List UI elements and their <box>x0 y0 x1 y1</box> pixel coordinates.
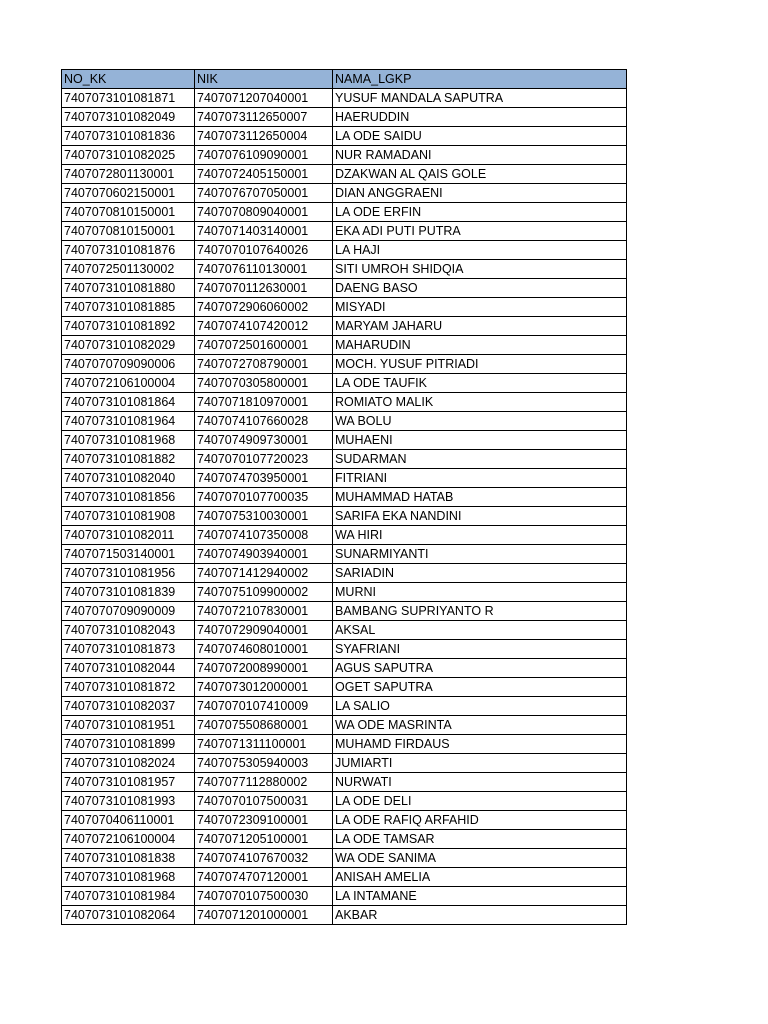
nama-lgkp-cell[interactable]: DZAKWAN AL QAIS GOLE <box>333 165 627 184</box>
table-row <box>62 564 627 583</box>
nik-cell[interactable]: 7407074107670032 <box>195 849 333 868</box>
table-row <box>62 640 627 659</box>
nama-lgkp-cell[interactable]: MOCH. YUSUF PITRIADI <box>333 355 627 374</box>
nik-cell[interactable]: 7407070107500030 <box>195 887 333 906</box>
table-row <box>62 697 627 716</box>
no-kk-cell[interactable]: 7407073101082011 <box>62 526 195 545</box>
table-row <box>62 773 627 792</box>
nama-lgkp-cell[interactable]: SUDARMAN <box>333 450 627 469</box>
no-kk-cell[interactable]: 7407073101081885 <box>62 298 195 317</box>
no-kk-cell[interactable]: 7407073101081856 <box>62 488 195 507</box>
table-row <box>62 431 627 450</box>
no-kk-cell[interactable]: 7407073101082029 <box>62 336 195 355</box>
table-row <box>62 659 627 678</box>
nik-cell[interactable]: 7407073012000001 <box>195 678 333 697</box>
nik-cell[interactable]: 7407071412940002 <box>195 564 333 583</box>
nik-cell[interactable]: 7407072008990001 <box>195 659 333 678</box>
nik-cell[interactable]: 7407075508680001 <box>195 716 333 735</box>
table-row <box>62 678 627 697</box>
nama-lgkp-cell[interactable]: SITI UMROH SHIDQIA <box>333 260 627 279</box>
no-kk-cell[interactable]: 7407073101081964 <box>62 412 195 431</box>
nama-lgkp-cell[interactable]: YUSUF MANDALA SAPUTRA <box>333 89 627 108</box>
table-row <box>62 716 627 735</box>
nama-lgkp-cell[interactable]: JUMIARTI <box>333 754 627 773</box>
no-kk-cell[interactable]: 7407073101081908 <box>62 507 195 526</box>
no-kk-cell[interactable]: 7407072501130002 <box>62 260 195 279</box>
nama-lgkp-cell[interactable]: SYAFRIANI <box>333 640 627 659</box>
table-row <box>62 849 627 868</box>
no-kk-cell[interactable]: 7407070602150001 <box>62 184 195 203</box>
table-row <box>62 469 627 488</box>
nama-lgkp-cell[interactable]: ANISAH AMELIA <box>333 868 627 887</box>
nik-cell[interactable]: 7407070107410009 <box>195 697 333 716</box>
table-row <box>62 735 627 754</box>
no-kk-cell[interactable]: 7407073101081839 <box>62 583 195 602</box>
nik-cell[interactable]: 7407073112650007 <box>195 108 333 127</box>
table-row <box>62 507 627 526</box>
no-kk-cell[interactable]: 7407073101082049 <box>62 108 195 127</box>
no-kk-cell[interactable]: 7407073101081838 <box>62 849 195 868</box>
table-row <box>62 374 627 393</box>
table-row <box>62 89 627 108</box>
table-row <box>62 108 627 127</box>
nik-cell[interactable]: 7407072906060002 <box>195 298 333 317</box>
table-body <box>62 89 627 925</box>
nama-lgkp-cell[interactable]: AKSAL <box>333 621 627 640</box>
nik-cell[interactable]: 7407071403140001 <box>195 222 333 241</box>
nik-cell[interactable]: 7407074707120001 <box>195 868 333 887</box>
no-kk-cell[interactable]: 7407070406110001 <box>62 811 195 830</box>
no-kk-cell[interactable]: 7407073101081951 <box>62 716 195 735</box>
table-row <box>62 602 627 621</box>
nama-lgkp-cell[interactable]: LA ODE TAUFIK <box>333 374 627 393</box>
table-row <box>62 450 627 469</box>
no-kk-cell[interactable]: 7407073101081836 <box>62 127 195 146</box>
no-kk-cell[interactable]: 7407073101081880 <box>62 279 195 298</box>
no-kk-cell[interactable]: 7407073101081882 <box>62 450 195 469</box>
nama-lgkp-cell[interactable]: BAMBANG SUPRIYANTO R <box>333 602 627 621</box>
nama-lgkp-cell[interactable]: WA HIRI <box>333 526 627 545</box>
column-header-nik[interactable]: NIK <box>195 70 333 89</box>
nama-lgkp-cell[interactable]: SUNARMIYANTI <box>333 545 627 564</box>
nama-lgkp-cell[interactable]: ROMIATO MALIK <box>333 393 627 412</box>
nama-lgkp-cell[interactable]: AGUS SAPUTRA <box>333 659 627 678</box>
nik-cell[interactable]: 7407070107720023 <box>195 450 333 469</box>
nama-lgkp-cell[interactable]: MUHAMMAD HATAB <box>333 488 627 507</box>
table-row <box>62 887 627 906</box>
nama-lgkp-cell[interactable]: WA ODE MASRINTA <box>333 716 627 735</box>
no-kk-cell[interactable]: 7407073101081984 <box>62 887 195 906</box>
nama-lgkp-cell[interactable]: NUR RAMADANI <box>333 146 627 165</box>
nama-lgkp-cell[interactable]: FITRIANI <box>333 469 627 488</box>
table-header <box>62 70 627 89</box>
nik-cell[interactable]: 7407074107420012 <box>195 317 333 336</box>
no-kk-cell[interactable]: 7407072106100004 <box>62 374 195 393</box>
no-kk-cell[interactable]: 7407073101081864 <box>62 393 195 412</box>
nik-cell[interactable]: 7407070107700035 <box>195 488 333 507</box>
nama-lgkp-cell[interactable]: SARIFA EKA NANDINI <box>333 507 627 526</box>
nik-cell[interactable]: 7407076110130001 <box>195 260 333 279</box>
nik-cell[interactable]: 7407070809040001 <box>195 203 333 222</box>
table-row <box>62 906 627 925</box>
nama-lgkp-cell[interactable]: LA HAJI <box>333 241 627 260</box>
no-kk-cell[interactable]: 7407070810150001 <box>62 222 195 241</box>
table-row <box>62 127 627 146</box>
table-row <box>62 222 627 241</box>
nik-cell[interactable]: 7407076707050001 <box>195 184 333 203</box>
nik-cell[interactable]: 7407071311100001 <box>195 735 333 754</box>
nik-cell[interactable]: 7407070112630001 <box>195 279 333 298</box>
nik-cell[interactable]: 7407074909730001 <box>195 431 333 450</box>
table-row <box>62 317 627 336</box>
no-kk-cell[interactable]: 7407072106100004 <box>62 830 195 849</box>
nama-lgkp-cell[interactable]: MARYAM JAHARU <box>333 317 627 336</box>
nama-lgkp-cell[interactable]: WA ODE SANIMA <box>333 849 627 868</box>
nik-cell[interactable]: 7407071207040001 <box>195 89 333 108</box>
no-kk-cell[interactable]: 7407073101082025 <box>62 146 195 165</box>
no-kk-cell[interactable]: 7407073101081873 <box>62 640 195 659</box>
nama-lgkp-cell[interactable]: WA BOLU <box>333 412 627 431</box>
table-row <box>62 792 627 811</box>
no-kk-cell[interactable]: 7407073101081892 <box>62 317 195 336</box>
nik-cell[interactable]: 7407071201000001 <box>195 906 333 925</box>
nik-cell[interactable]: 7407070107500031 <box>195 792 333 811</box>
nik-cell[interactable]: 7407070107640026 <box>195 241 333 260</box>
nama-lgkp-cell[interactable]: AKBAR <box>333 906 627 925</box>
nama-lgkp-cell[interactable]: LA ODE TAMSAR <box>333 830 627 849</box>
nama-lgkp-cell[interactable]: LA ODE SAIDU <box>333 127 627 146</box>
data-table <box>61 69 627 925</box>
nik-cell[interactable]: 7407074107660028 <box>195 412 333 431</box>
no-kk-cell[interactable]: 7407070810150001 <box>62 203 195 222</box>
nama-lgkp-cell[interactable]: MUHAENI <box>333 431 627 450</box>
no-kk-cell[interactable]: 7407073101081899 <box>62 735 195 754</box>
no-kk-cell[interactable]: 7407073101081957 <box>62 773 195 792</box>
nik-cell[interactable]: 7407071810970001 <box>195 393 333 412</box>
nik-cell[interactable]: 7407070305800001 <box>195 374 333 393</box>
no-kk-cell[interactable]: 7407073101081993 <box>62 792 195 811</box>
no-kk-cell[interactable]: 7407071503140001 <box>62 545 195 564</box>
nik-cell[interactable]: 7407075305940003 <box>195 754 333 773</box>
no-kk-cell[interactable]: 7407073101082024 <box>62 754 195 773</box>
table-row <box>62 621 627 640</box>
nik-cell[interactable]: 7407072309100001 <box>195 811 333 830</box>
nik-cell[interactable]: 7407072708790001 <box>195 355 333 374</box>
table-row <box>62 203 627 222</box>
table-row <box>62 260 627 279</box>
table-row <box>62 545 627 564</box>
nama-lgkp-cell[interactable]: LA INTAMANE <box>333 887 627 906</box>
table-row <box>62 583 627 602</box>
nama-lgkp-cell[interactable]: OGET SAPUTRA <box>333 678 627 697</box>
no-kk-cell[interactable]: 7407073101081968 <box>62 431 195 450</box>
no-kk-cell[interactable]: 7407073101081876 <box>62 241 195 260</box>
nama-lgkp-cell[interactable]: MISYADI <box>333 298 627 317</box>
nik-cell[interactable]: 7407075109900002 <box>195 583 333 602</box>
header-row <box>62 70 627 89</box>
nik-cell[interactable]: 7407074703950001 <box>195 469 333 488</box>
nama-lgkp-cell[interactable]: LA ODE DELI <box>333 792 627 811</box>
nama-lgkp-cell[interactable]: SARIADIN <box>333 564 627 583</box>
table-row <box>62 355 627 374</box>
nama-lgkp-cell[interactable]: MUHAMD FIRDAUS <box>333 735 627 754</box>
nama-lgkp-cell[interactable]: HAERUDDIN <box>333 108 627 127</box>
no-kk-cell[interactable]: 7407073101081871 <box>62 89 195 108</box>
table-row <box>62 412 627 431</box>
no-kk-cell[interactable]: 7407073101082064 <box>62 906 195 925</box>
column-header-no-kk[interactable]: NO_KK <box>62 70 195 89</box>
no-kk-cell[interactable]: 7407073101081872 <box>62 678 195 697</box>
nama-lgkp-cell[interactable]: EKA ADI PUTI PUTRA <box>333 222 627 241</box>
table-row <box>62 165 627 184</box>
table-row <box>62 184 627 203</box>
nik-cell[interactable]: 7407072501600001 <box>195 336 333 355</box>
no-kk-cell[interactable]: 7407070709090006 <box>62 355 195 374</box>
nama-lgkp-cell[interactable]: DIAN ANGGRAENI <box>333 184 627 203</box>
nama-lgkp-cell[interactable]: LA ODE RAFIQ ARFAHID <box>333 811 627 830</box>
table-row <box>62 526 627 545</box>
table-row <box>62 754 627 773</box>
nama-lgkp-cell[interactable]: NURWATI <box>333 773 627 792</box>
nik-cell[interactable]: 7407074608010001 <box>195 640 333 659</box>
table-row <box>62 146 627 165</box>
nik-cell[interactable]: 7407073112650004 <box>195 127 333 146</box>
nama-lgkp-cell[interactable]: MAHARUDIN <box>333 336 627 355</box>
table-row <box>62 811 627 830</box>
table-row <box>62 279 627 298</box>
nik-cell[interactable]: 7407076109090001 <box>195 146 333 165</box>
table-row <box>62 298 627 317</box>
no-kk-cell[interactable]: 7407073101082044 <box>62 659 195 678</box>
no-kk-cell[interactable]: 7407073101081956 <box>62 564 195 583</box>
no-kk-cell[interactable]: 7407073101081968 <box>62 868 195 887</box>
nik-cell[interactable]: 7407074107350008 <box>195 526 333 545</box>
no-kk-cell[interactable]: 7407073101082037 <box>62 697 195 716</box>
nik-cell[interactable]: 7407072107830001 <box>195 602 333 621</box>
table-row <box>62 241 627 260</box>
table-row <box>62 336 627 355</box>
nama-lgkp-cell[interactable]: LA ODE ERFIN <box>333 203 627 222</box>
nik-cell[interactable]: 7407074903940001 <box>195 545 333 564</box>
no-kk-cell[interactable]: 7407072801130001 <box>62 165 195 184</box>
table-row <box>62 393 627 412</box>
nik-cell[interactable]: 7407072909040001 <box>195 621 333 640</box>
nik-cell[interactable]: 7407071205100001 <box>195 830 333 849</box>
no-kk-cell[interactable]: 7407070709090009 <box>62 602 195 621</box>
nama-lgkp-cell[interactable]: LA SALIO <box>333 697 627 716</box>
nama-lgkp-cell[interactable]: MURNI <box>333 583 627 602</box>
table-row <box>62 488 627 507</box>
table-row <box>62 830 627 849</box>
no-kk-cell[interactable]: 7407073101082043 <box>62 621 195 640</box>
table-row <box>62 868 627 887</box>
nik-cell[interactable]: 7407077112880002 <box>195 773 333 792</box>
nik-cell[interactable]: 7407072405150001 <box>195 165 333 184</box>
no-kk-cell[interactable]: 7407073101082040 <box>62 469 195 488</box>
nik-cell[interactable]: 7407075310030001 <box>195 507 333 526</box>
nama-lgkp-cell[interactable]: DAENG BASO <box>333 279 627 298</box>
column-header-nama-lgkp[interactable]: NAMA_LGKP <box>333 70 627 89</box>
